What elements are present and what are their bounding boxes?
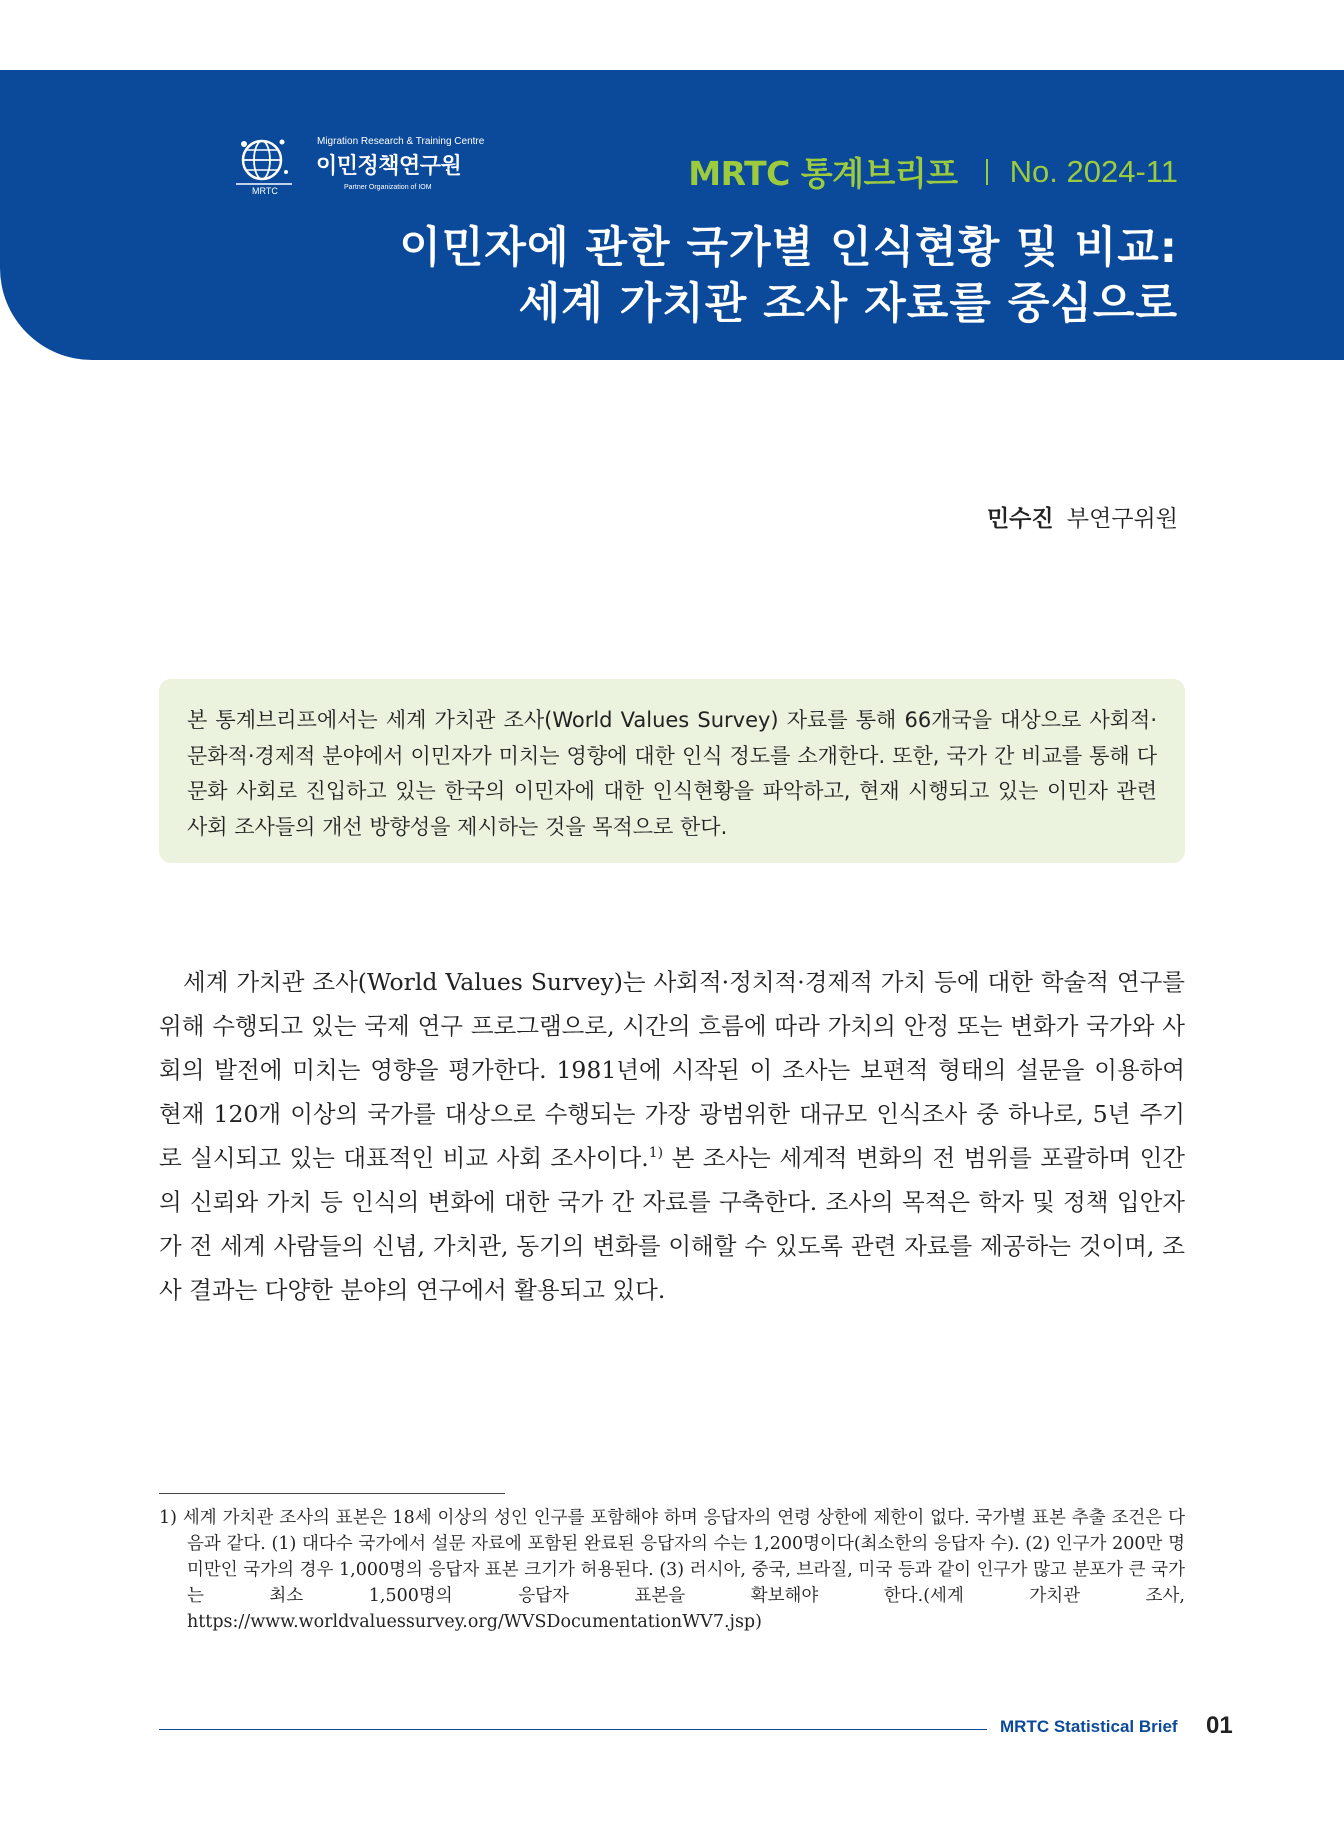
- footnote-ref: 1): [648, 1145, 664, 1162]
- body-paragraph: [159, 960, 1185, 1312]
- author-position: 부연구위원: [1066, 506, 1178, 532]
- page-number: 01: [1206, 1712, 1233, 1739]
- body-text-2: 본 조사는 세계적 변화의 전 범위를 포괄하며 인간의 신뢰와 가치 등 인식의 변화에 대한 국가 간 자료를 구축한다. 조사의 목적은 학자 및 정책 입안자가 전 세계 사람들의 신념, 가치관, 동기의 변화를 이해할 수 있도록 관련 자료를 제공하는 것이며, 조사 결과는 다양한 분야의 연구에서 활용되고 있다.: [159, 1144, 1186, 1304]
- title-line-1: 이민자에 관한 국가별 인식현황 및 비교:: [399, 223, 1178, 273]
- series-name: MRTC 통계브리프: [688, 154, 958, 193]
- logo-abbr: MRTC: [252, 186, 278, 196]
- footnote: 1) 세계 가치관 조사의 표본은 18세 이상의 성인 인구를 포함해야 하며 응답자의 연령 상한에 제한이 없다. 국가별 표본 추출 조건은 다음과 같다. (1) 대다수 국가에서 설문 자료에 포함된 완료된 응답자의 수는 1,200명이다(최소한의 응답자 수). (2) 인구가 200만 명 미만인 국가의 경우 1,000명의 응답자 표본 크기가 허용된다. (3) 러시아, 중국, 브라질, 미국 등과 같이 인구가 많고 분포가 큰 국가는 최소 1,500명의 응답자 표본을 확보해야 한다.(세계 가치관 조사, https://www.worldvaluessurvey.org/WVSDocumentationWV7.jsp): [159, 1508, 1185, 1632]
- logo-org-en: Migration Research & Training Centre: [317, 136, 485, 147]
- summary-box: 본 통계브리프에서는 세계 가치관 조사(World Values Survey) 자료를 통해 66개국을 대상으로 사회적·문화적·경제적 분야에서 이민자가 미치는 영향에 대한 인식 정도를 소개한다. 또한, 국가 간 비교를 통해 다문화 사회로 진입하고 있는 한국의 이민자에 대한 인식현황을 파악하고, 현재 시행되고 있는 이민자 관련 사회 조사들의 개선 방향성을 제시하는 것을 목적으로 한다.: [159, 679, 1185, 863]
- issue-number: No. 2024-11: [1009, 153, 1178, 189]
- header-band: [0, 70, 1344, 360]
- logo-org-kr: 이민정책연구원: [316, 154, 462, 179]
- body-text-1: 세계 가치관 조사(World Values Survey)는 사회적·정치적·경제적 가치 등에 대한 학술적 연구를 위해 수행되고 있는 국제 연구 프로그램으로, 시간의 흐름에 따라 가치의 안정 또는 변화가 국가와 사회의 발전에 미치는 영향을 평가한다. 1981년에 시작된 이 조사는 보편적 형태의 설문을 이용하여 현재 120개 이상의 국가를 대상으로 수행되는 가장 광범위한 대규모 인식조사 중 하나로, 5년 주기로 실시되고 있는 대표적인 비교 사회 조사이다.: [159, 968, 1185, 1172]
- series-divider: [986, 159, 988, 185]
- footer-label: MRTC Statistical Brief: [1000, 1717, 1178, 1736]
- mrtc-logo: [232, 132, 532, 202]
- title-line-2: 세계 가치관 조사 자료를 중심으로: [518, 279, 1178, 329]
- footnote-divider: [159, 1493, 505, 1494]
- author-name: 민수진: [986, 506, 1054, 532]
- document-title: [399, 220, 1178, 332]
- series-line: [688, 148, 1178, 195]
- logo-partner: Partner Organization of IOM: [344, 184, 432, 191]
- footer-divider: [159, 1729, 987, 1730]
- globe-icon: [232, 132, 296, 188]
- author-byline: [987, 500, 1178, 533]
